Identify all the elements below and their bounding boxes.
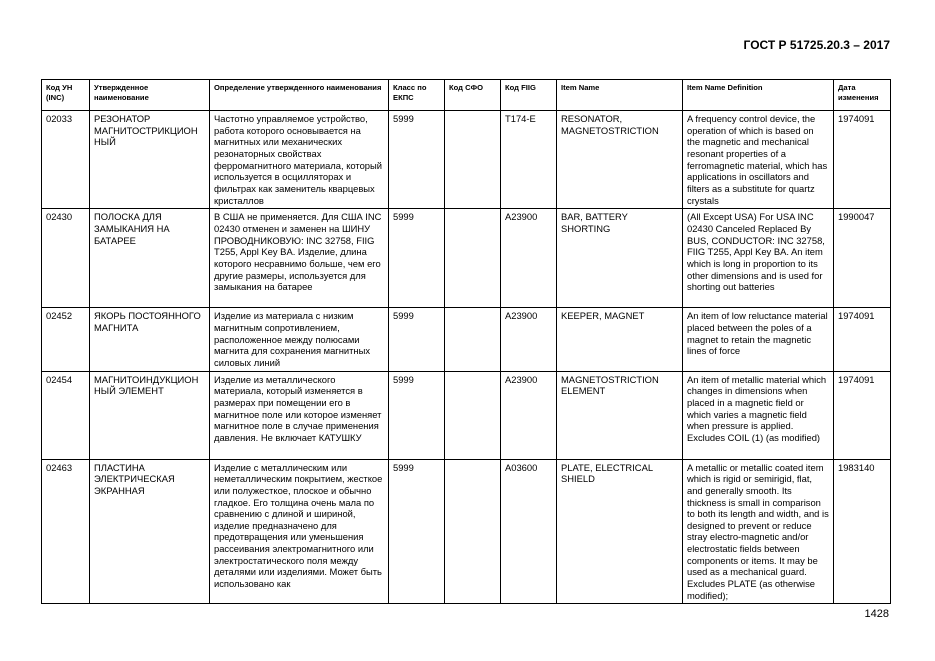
cell-ekps-class: 5999 bbox=[389, 459, 445, 603]
cell-inc: 02463 bbox=[42, 459, 90, 603]
cell-item-name-definition bbox=[683, 459, 834, 603]
table-row bbox=[42, 111, 891, 209]
cell-fiig-code: A03600 bbox=[501, 459, 557, 603]
header-change-date: Дата изменения bbox=[834, 80, 891, 111]
cell-sfo-code bbox=[445, 459, 501, 603]
cell-change-date: 1990047 bbox=[834, 209, 891, 308]
table-header-row bbox=[42, 80, 891, 111]
cell-change-date: 1974091 bbox=[834, 111, 891, 209]
cell-inc: 02452 bbox=[42, 308, 90, 371]
cell-fiig-code: A23900 bbox=[501, 371, 557, 459]
cell-approved-name: МАГНИТОИНДУКЦИОН НЫЙ ЭЛЕМЕНТ bbox=[90, 371, 210, 459]
cell-ekps-class: 5999 bbox=[389, 308, 445, 371]
cell-sfo-code bbox=[445, 371, 501, 459]
cell-item-name: MAGNETOSTRICTION ELEMENT bbox=[557, 371, 683, 459]
cell-item-name-definition-text: A metallic or metallic coated item which is rigid or semirigid, flat, and generally smooth. Its thickness is small in comparison to both its length and width, and is designed to prevent or reduce stray electro-magnetic and/or electrostatic fields between components or items. It may be used as a mechanical guard. Excludes PLATE (as otherwise modified); bbox=[687, 461, 829, 601]
cell-change-date: 1983140 bbox=[834, 459, 891, 603]
header-inc: Код УН (INC) bbox=[42, 80, 90, 111]
cell-item-name-definition: An item of low reluctance material placed between the poles of a magnet to retain the magnetic lines of force bbox=[683, 308, 834, 371]
cell-item-name: RESONATOR, MAGNETOSTRICTION bbox=[557, 111, 683, 209]
header-item-name-definition: Item Name Definition bbox=[683, 80, 834, 111]
cell-inc: 02454 bbox=[42, 371, 90, 459]
cell-ekps-class: 5999 bbox=[389, 111, 445, 209]
cell-ekps-class: 5999 bbox=[389, 209, 445, 308]
table-row bbox=[42, 209, 891, 308]
cell-definition bbox=[210, 459, 389, 603]
cell-item-name-definition: (All Except USA) For USA INC 02430 Canceled Replaced By BUS, CONDUCTOR: INC 32758, FIIG T255, Appl Key BA. An item which is long in proportion to its other dimensions and is used for shorting out batteries bbox=[683, 209, 834, 308]
cell-item-name-definition: An item of metallic material which changes in dimensions when placed in a magnetic field or which varies a magnetic field when pressure is applied. Excludes COIL (1) (as modified) bbox=[683, 371, 834, 459]
cell-definition-text: Изделие с металлическим или неметаллическим покрытием, жесткое или полужесткое, плоское и обычно гладкое. Его толщина очень мала по сравнению с длиной и шириной, изделие предназначено для предотвращения или уменьшения рассеивания электромагнитного или электростатического поля между деталями или изделиями. Может быть использовано как bbox=[214, 461, 383, 590]
header-approved-name: Утвержденное наименование bbox=[90, 80, 210, 111]
cell-approved-name: ПЛАСТИНА ЭЛЕКТРИЧЕСКАЯ ЭКРАННАЯ bbox=[90, 459, 210, 603]
cell-fiig-code: A23900 bbox=[501, 308, 557, 371]
cell-definition: Частотно управляемое устройство, работа которого основывается на магнитных или механических резонаторных свойствах ферромагнитного материала, который используется в осцилляторах и фильтрах как заменитель кварцевых кристаллов bbox=[210, 111, 389, 209]
page-number: 1428 bbox=[864, 608, 889, 620]
cell-fiig-code: A23900 bbox=[501, 209, 557, 308]
cell-change-date: 1974091 bbox=[834, 308, 891, 371]
table-row bbox=[42, 308, 891, 371]
cell-approved-name: ПОЛОСКА ДЛЯ ЗАМЫКАНИЯ НА БАТАРЕЕ bbox=[90, 209, 210, 308]
cell-definition: В США не применяется. Для США INC 02430 отменен и заменен на ШИНУ ПРОВОДНИКОВУЮ: INC 32758, FIIG T255, Appl Key BA. Изделие, длина которого несравнимо больше, чем его другие размеры, используется для замыкания на батарее bbox=[210, 209, 389, 308]
cell-change-date: 1974091 bbox=[834, 371, 891, 459]
cell-inc: 02430 bbox=[42, 209, 90, 308]
cell-sfo-code bbox=[445, 111, 501, 209]
header-definition: Определение утвержденного наименования bbox=[210, 80, 389, 111]
cell-approved-name: ЯКОРЬ ПОСТОЯННОГО МАГНИТА bbox=[90, 308, 210, 371]
cell-inc: 02033 bbox=[42, 111, 90, 209]
header-item-name: Item Name bbox=[557, 80, 683, 111]
cell-definition: Изделие из материала с низким магнитным сопротивлением, расположенное между полюсами магнита для сохранения магнитных силовых линий bbox=[210, 308, 389, 371]
cell-approved-name: РЕЗОНАТОР МАГНИТОСТРИКЦИОН НЫЙ bbox=[90, 111, 210, 209]
cell-item-name-definition: A frequency control device, the operation of which is based on the magnetic and mechanical resonant properties of a ferromagnetic material, which has applications in oscillators and filters as a substitute for quartz crystals bbox=[683, 111, 834, 209]
cell-item-name: BAR, BATTERY SHORTING bbox=[557, 209, 683, 308]
catalog-table bbox=[41, 79, 891, 604]
cell-fiig-code: T174-E bbox=[501, 111, 557, 209]
table-row bbox=[42, 371, 891, 459]
header-fiig-code: Код FIIG bbox=[501, 80, 557, 111]
cell-ekps-class: 5999 bbox=[389, 371, 445, 459]
table-row bbox=[42, 459, 891, 603]
cell-item-name: PLATE, ELECTRICAL SHIELD bbox=[557, 459, 683, 603]
cell-sfo-code bbox=[445, 209, 501, 308]
header-ekps-class: Класс по ЕКПС bbox=[389, 80, 445, 111]
cell-definition: Изделие из металлического материала, который изменяется в размерах при помещении его в магнитное поле или которое изменяет магнитное поле в случае применения давления. Не включает КАТУШКУ bbox=[210, 371, 389, 459]
cell-sfo-code bbox=[445, 308, 501, 371]
cell-item-name: KEEPER, MAGNET bbox=[557, 308, 683, 371]
header-sfo-code: Код СФО bbox=[445, 80, 501, 111]
document-header: ГОСТ Р 51725.20.3 – 2017 bbox=[743, 38, 890, 52]
